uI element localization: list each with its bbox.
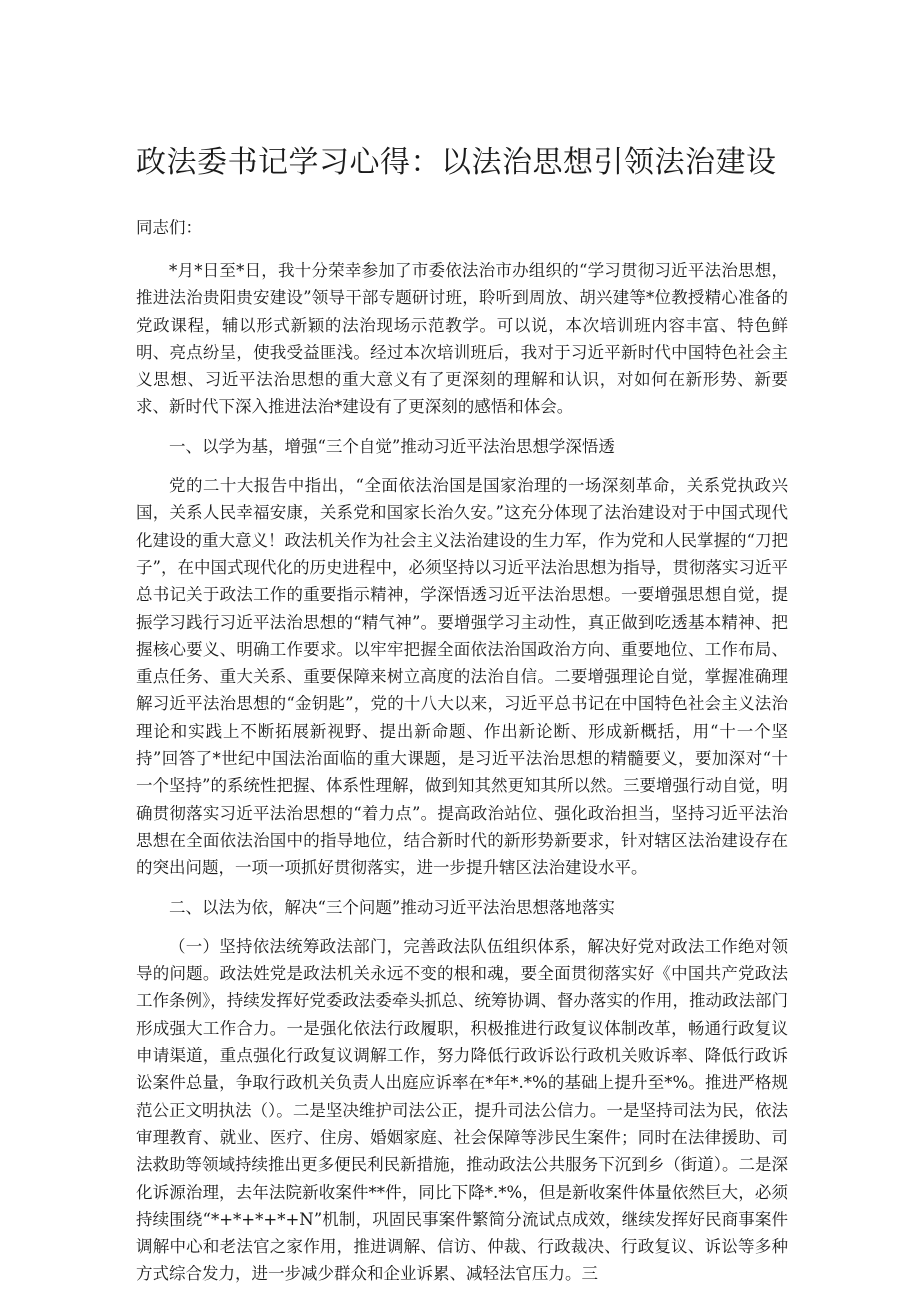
section-heading-2: 二、以法为依，解决“三个问题”推动习近平法治思想落地落实 <box>169 897 615 917</box>
intro-paragraph: *月*日至*日，我十分荣幸参加了市委依法治市办组织的“学习贯彻习近平法治思想，推进法治贵阳贵安建设”领导干部专题研讨班，聆听到周放、胡兴建等*位教授精心准备的党政课程，辅以形式新颖的法治现场示范教学。可以说，本次培训班内容丰富、特色鲜明、亮点纷呈，使我受益匪浅。经过本次培训班后，我对于习近平新时代中国特色社会主义思想、习近平法治思想的重大意义有了更深刻的理解和认识，对如何在新形势、新要求、新时代下深入推进法治*建设有了更深刻的感悟和体会。 <box>136 261 788 417</box>
section-heading-1: 一、以学为基，增强“三个自觉”推动习近平法治思想学深悟透 <box>169 436 615 456</box>
salutation: 同志们： <box>136 218 202 237</box>
section-2-paragraph: （一）坚持依法统筹政法部门，完善政法队伍组织体系，解决好党对政法工作绝对领导的问题。政法姓党是政法机关永远不变的根和魂，要全面贯彻落实好《中国共产党政法工作条例》，持续发挥好党委政法委牵头抓总、统筹协调、督办落实的作用，推动政法部门形成强大工作合力。一是强化依法行政履职，积极推进行政复议体制改革，畅通行政复议申请渠道，重点强化行政复议调解工作，努力降低行政诉讼行政机关败诉率、降低行政诉讼案件总量，争取行政机关负责人出庭应诉率在*年*.*%的基础上提升至*%。推进严格规范公正文明执法（）。二是坚决维护司法公正，提升司法公信力。一是坚持司法为民，依法审理教育、就业、医疗、住房、婚姻家庭、社会保障等涉民生案件；同时在法律援助、司法救助等领域持续推出更多便民利民新措施，推动政法公共服务下沉到乡（街道）。二是深化诉源治理，去年法院新收案件**件，同比下降*.*%，但是新收案件体量依然巨大，必须持续围绕“*+*+*+*+N”机制，巩固民事案件繁简分流试点成效，继续发挥好民商事案件调解中心和老法官之家作用，推进调解、信访、仲裁、行政裁决、行政复议、诉讼等多种方式综合发力，进一步减少群众和企业诉累、减轻法官压力。三 <box>136 936 788 1284</box>
section-1-paragraph: 党的二十大报告中指出，“全面依法治国是国家治理的一场深刻革命，关系党执政兴国，关系人民幸福安康，关系党和国家长治久安。”这充分体现了法治建设对于中国式现代化建设的重大意义！政法机关作为社会主义法治建设的生力军，作为党和人民掌握的“刀把子”，在中国式现代化的历史进程中，必须坚持以习近平法治思想为指导，贯彻落实习近平总书记关于政法工作的重要指示精神，学深悟透习近平法治思想。一要增强思想自觉，提振学习践行习近平法治思想的“精气神”。要增强学习主动性，真正做到吃透基本精神、把握核心要义、明确工作要求。以牢牢把握全面依法治国政治方向、重要地位、工作布局、重点任务、重大关系、重要保障来树立高度的法治自信。二要增强理论自觉，掌握准确理解习近平法治思想的“金钥匙”，党的十八大以来，习近平总书记在中国特色社会主义法治理论和实践上不断拓展新视野、提出新命题、作出新论断、形成新概括，用“十一个坚持”回答了*世纪中国法治面临的重大课题，是习近平法治思想的精髓要义，要加深对“十一个坚持”的系统性把握、体系性理解，做到知其然更知其所以然。三要增强行动自觉，明确贯彻落实习近平法治思想的“着力点”。提高政治站位、强化政治担当，坚持习近平法治思想在全面依法治国中的指导地位，结合新时代的新形势新要求，针对辖区法治建设存在的突出问题，一项一项抓好贯彻落实，进一步提升辖区法治建设水平。 <box>136 476 788 878</box>
document-title: 政法委书记学习心得：以法治思想引领法治建设 <box>136 145 777 180</box>
